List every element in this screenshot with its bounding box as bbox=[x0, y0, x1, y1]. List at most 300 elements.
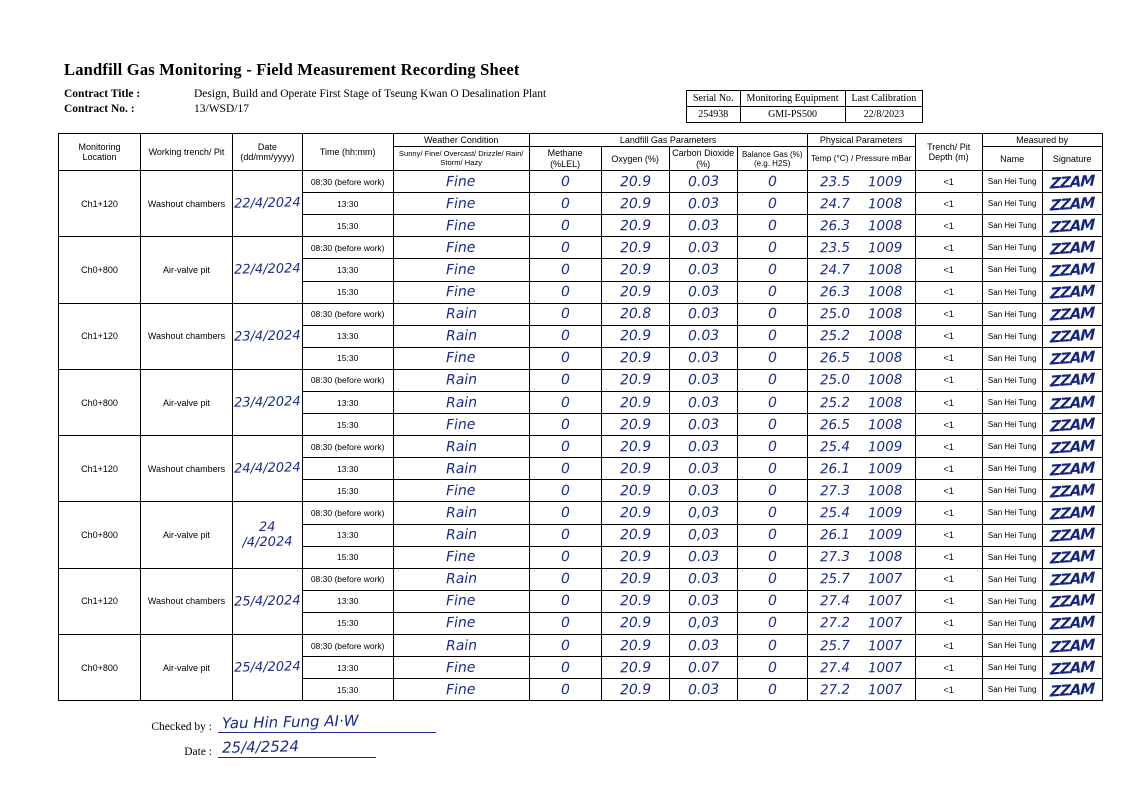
cell-trench-depth: <1 bbox=[915, 193, 982, 215]
cell-balance-gas: 0 bbox=[737, 391, 807, 413]
cell-temp: 26.3 bbox=[819, 217, 851, 235]
cell-trench-depth: <1 bbox=[915, 502, 982, 524]
equipment-monitoring-value: GMI-PS500 bbox=[740, 107, 845, 123]
cell-carbon-dioxide: 0.03 bbox=[669, 414, 737, 436]
cell-date: 25/4/2024 bbox=[233, 568, 303, 634]
cell-trench-depth: <1 bbox=[915, 612, 982, 634]
cell-temp-pressure bbox=[807, 237, 915, 259]
cell-trench-depth: <1 bbox=[915, 281, 982, 303]
cell-temp: 23.5 bbox=[819, 173, 851, 190]
cell-oxygen: 20.8 bbox=[601, 303, 669, 325]
cell-trench-depth: <1 bbox=[915, 458, 982, 480]
cell-name: San Hei Tung bbox=[982, 193, 1042, 215]
cell-time: 08:30 (before work) bbox=[302, 568, 393, 590]
cell-weather: Fine bbox=[393, 281, 529, 303]
cell-oxygen: 20.9 bbox=[601, 546, 669, 568]
cell-balance-gas: 0 bbox=[737, 414, 807, 436]
th-signature: Signature bbox=[1042, 147, 1102, 171]
cell-carbon-dioxide: 0.03 bbox=[669, 458, 737, 480]
equipment-calibration-value: 22/8/2023 bbox=[845, 107, 923, 123]
cell-pressure: 1009 bbox=[867, 526, 903, 544]
th-measured-by: Measured by bbox=[982, 134, 1102, 147]
cell-time: 15:30 bbox=[302, 347, 393, 369]
cell-name: San Hei Tung bbox=[982, 657, 1042, 679]
th-methane: Methane (%LEL) bbox=[529, 147, 601, 171]
cell-carbon-dioxide: 0.03 bbox=[669, 347, 737, 369]
cell-methane: 0 bbox=[529, 635, 601, 657]
cell-time: 13:30 bbox=[302, 259, 393, 281]
cell-temp-pressure bbox=[807, 657, 915, 679]
cell-carbon-dioxide: 0.03 bbox=[669, 325, 737, 347]
cell-oxygen: 20.9 bbox=[601, 391, 669, 413]
cell-weather: Fine bbox=[393, 612, 529, 634]
cell-pressure: 1009 bbox=[867, 438, 903, 456]
table-row bbox=[59, 436, 1103, 458]
cell-carbon-dioxide: 0.03 bbox=[669, 679, 737, 701]
cell-oxygen: 20.9 bbox=[601, 635, 669, 657]
cell-oxygen: 20.9 bbox=[601, 259, 669, 281]
cell-trench-depth: <1 bbox=[915, 568, 982, 590]
cell-monitoring-location: Ch0+800 bbox=[59, 369, 141, 435]
cell-weather: Rain bbox=[393, 458, 529, 480]
equipment-table bbox=[686, 90, 923, 123]
cell-temp: 26.5 bbox=[819, 350, 851, 367]
cell-time: 13:30 bbox=[302, 391, 393, 413]
th-name: Name bbox=[982, 147, 1042, 171]
cell-oxygen: 20.9 bbox=[601, 612, 669, 634]
cell-methane: 0 bbox=[529, 303, 601, 325]
cell-balance-gas: 0 bbox=[737, 347, 807, 369]
cell-name: San Hei Tung bbox=[982, 568, 1042, 590]
cell-date: 24 /4/2024 bbox=[233, 502, 303, 568]
cell-time: 13:30 bbox=[302, 524, 393, 546]
cell-methane: 0 bbox=[529, 347, 601, 369]
cell-pressure: 1008 bbox=[867, 394, 903, 411]
cell-signature: ZZAM bbox=[1042, 303, 1102, 325]
cell-temp-pressure bbox=[807, 215, 915, 237]
cell-name: San Hei Tung bbox=[982, 259, 1042, 281]
cell-pressure: 1007 bbox=[867, 593, 903, 610]
cell-name: San Hei Tung bbox=[982, 635, 1042, 657]
cell-oxygen: 20.9 bbox=[601, 215, 669, 237]
cell-methane: 0 bbox=[529, 414, 601, 436]
cell-pressure: 1008 bbox=[867, 548, 903, 566]
cell-temp: 27.3 bbox=[819, 548, 851, 566]
table-row bbox=[59, 635, 1103, 657]
cell-signature: ZZAM bbox=[1042, 369, 1102, 391]
cell-carbon-dioxide: 0,03 bbox=[669, 502, 737, 524]
cell-balance-gas: 0 bbox=[737, 369, 807, 391]
cell-signature: ZZAM bbox=[1042, 193, 1102, 215]
cell-methane: 0 bbox=[529, 590, 601, 612]
cell-temp-pressure bbox=[807, 635, 915, 657]
cell-name: San Hei Tung bbox=[982, 325, 1042, 347]
contract-title-value: Design, Build and Operate First Stage of Tseung Kwan O Desalination Plant bbox=[194, 88, 547, 100]
cell-name: San Hei Tung bbox=[982, 303, 1042, 325]
cell-temp: 25.4 bbox=[819, 504, 851, 522]
cell-pressure: 1008 bbox=[867, 305, 903, 323]
cell-oxygen: 20.9 bbox=[601, 480, 669, 502]
th-weather-condition: Weather Condition bbox=[393, 134, 529, 147]
cell-oxygen: 20.9 bbox=[601, 524, 669, 546]
cell-oxygen: 20.9 bbox=[601, 568, 669, 590]
cell-temp: 25.0 bbox=[819, 372, 851, 389]
cell-name: San Hei Tung bbox=[982, 502, 1042, 524]
checked-by-row bbox=[140, 713, 436, 733]
cell-temp-pressure bbox=[807, 391, 915, 413]
cell-signature: ZZAM bbox=[1042, 171, 1102, 193]
footer-date-row bbox=[140, 738, 436, 758]
cell-working-trench: Air-valve pit bbox=[141, 237, 233, 303]
cell-pressure: 1009 bbox=[867, 504, 903, 522]
cell-pressure: 1009 bbox=[867, 173, 903, 190]
cell-trench-depth: <1 bbox=[915, 524, 982, 546]
cell-balance-gas: 0 bbox=[737, 546, 807, 568]
cell-pressure: 1008 bbox=[867, 416, 903, 433]
cell-trench-depth: <1 bbox=[915, 391, 982, 413]
cell-pressure: 1008 bbox=[867, 217, 903, 235]
equipment-header-row bbox=[687, 91, 923, 107]
cell-name: San Hei Tung bbox=[982, 369, 1042, 391]
cell-carbon-dioxide: 0,03 bbox=[669, 612, 737, 634]
cell-time: 08:30 (before work) bbox=[302, 369, 393, 391]
cell-carbon-dioxide: 0.03 bbox=[669, 369, 737, 391]
footer-date-label: Date : bbox=[184, 746, 212, 758]
cell-oxygen: 20.9 bbox=[601, 325, 669, 347]
cell-carbon-dioxide: 0.03 bbox=[669, 480, 737, 502]
th-carbon-dioxide: Carbon Dioxide (%) bbox=[669, 147, 737, 171]
contract-title-row bbox=[64, 88, 546, 100]
cell-signature: ZZAM bbox=[1042, 568, 1102, 590]
cell-carbon-dioxide: 0.03 bbox=[669, 215, 737, 237]
cell-date: 22/4/2024 bbox=[233, 171, 303, 237]
cell-time: 15:30 bbox=[302, 215, 393, 237]
table-header-row-1 bbox=[59, 134, 1103, 147]
cell-working-trench: Washout chambers bbox=[141, 171, 233, 237]
cell-balance-gas: 0 bbox=[737, 281, 807, 303]
cell-time: 15:30 bbox=[302, 281, 393, 303]
cell-trench-depth: <1 bbox=[915, 369, 982, 391]
cell-carbon-dioxide: 0.03 bbox=[669, 436, 737, 458]
cell-name: San Hei Tung bbox=[982, 480, 1042, 502]
cell-temp: 25.2 bbox=[819, 327, 851, 345]
cell-trench-depth: <1 bbox=[915, 480, 982, 502]
cell-pressure: 1007 bbox=[867, 681, 903, 699]
cell-temp: 25.2 bbox=[819, 394, 851, 411]
cell-balance-gas: 0 bbox=[737, 171, 807, 193]
cell-weather: Rain bbox=[393, 524, 529, 546]
cell-temp: 27.2 bbox=[819, 615, 851, 632]
cell-methane: 0 bbox=[529, 436, 601, 458]
cell-methane: 0 bbox=[529, 259, 601, 281]
cell-signature: ZZAM bbox=[1042, 259, 1102, 281]
cell-time: 08:30 (before work) bbox=[302, 171, 393, 193]
cell-name: San Hei Tung bbox=[982, 414, 1042, 436]
cell-signature: ZZAM bbox=[1042, 546, 1102, 568]
cell-temp: 26.3 bbox=[819, 283, 851, 301]
cell-oxygen: 20.9 bbox=[601, 281, 669, 303]
cell-weather: Fine bbox=[393, 657, 529, 679]
cell-temp-pressure bbox=[807, 679, 915, 701]
cell-time: 15:30 bbox=[302, 612, 393, 634]
cell-balance-gas: 0 bbox=[737, 325, 807, 347]
cell-pressure: 1007 bbox=[867, 615, 903, 632]
cell-monitoring-location: Ch0+800 bbox=[59, 237, 141, 303]
cell-name: San Hei Tung bbox=[982, 546, 1042, 568]
cell-methane: 0 bbox=[529, 325, 601, 347]
cell-temp-pressure bbox=[807, 303, 915, 325]
checked-by-value bbox=[218, 713, 436, 733]
cell-balance-gas: 0 bbox=[737, 524, 807, 546]
cell-oxygen: 20.9 bbox=[601, 657, 669, 679]
table-row bbox=[59, 237, 1103, 259]
cell-weather: Fine bbox=[393, 237, 529, 259]
cell-time: 15:30 bbox=[302, 480, 393, 502]
th-trench-depth: Trench/ Pit Depth (m) bbox=[915, 134, 982, 171]
cell-date: 22/4/2024 bbox=[233, 237, 303, 303]
equipment-header-monitoring: Monitoring Equipment bbox=[740, 91, 845, 107]
cell-oxygen: 20.9 bbox=[601, 347, 669, 369]
cell-working-trench: Air-valve pit bbox=[141, 369, 233, 435]
cell-carbon-dioxide: 0.03 bbox=[669, 237, 737, 259]
cell-signature: ZZAM bbox=[1042, 524, 1102, 546]
cell-date: 23/4/2024 bbox=[233, 369, 303, 435]
cell-temp: 25.7 bbox=[819, 637, 851, 654]
cell-balance-gas: 0 bbox=[737, 237, 807, 259]
cell-balance-gas: 0 bbox=[737, 215, 807, 237]
cell-name: San Hei Tung bbox=[982, 237, 1042, 259]
th-physical-parameters: Physical Parameters bbox=[807, 134, 915, 147]
th-monitoring-location: Monitoring Location bbox=[59, 134, 141, 171]
cell-balance-gas: 0 bbox=[737, 568, 807, 590]
footer-block bbox=[140, 713, 436, 763]
cell-time: 08:30 (before work) bbox=[302, 502, 393, 524]
cell-balance-gas: 0 bbox=[737, 657, 807, 679]
cell-signature: ZZAM bbox=[1042, 590, 1102, 612]
cell-signature: ZZAM bbox=[1042, 458, 1102, 480]
cell-working-trench: Washout chambers bbox=[141, 303, 233, 369]
checked-by-handwriting: Yau Hin Fung AI·W bbox=[221, 711, 359, 733]
contract-no-value: 13/WSD/17 bbox=[194, 103, 249, 115]
cell-trench-depth: <1 bbox=[915, 657, 982, 679]
cell-weather: Rain bbox=[393, 436, 529, 458]
cell-signature: ZZAM bbox=[1042, 502, 1102, 524]
cell-weather: Fine bbox=[393, 679, 529, 701]
cell-time: 13:30 bbox=[302, 590, 393, 612]
page-title: Landfill Gas Monitoring - Field Measurement Recording Sheet bbox=[64, 60, 520, 79]
cell-temp-pressure bbox=[807, 171, 915, 193]
cell-monitoring-location: Ch0+800 bbox=[59, 635, 141, 701]
cell-name: San Hei Tung bbox=[982, 458, 1042, 480]
cell-temp-pressure bbox=[807, 502, 915, 524]
cell-balance-gas: 0 bbox=[737, 480, 807, 502]
cell-oxygen: 20.9 bbox=[601, 590, 669, 612]
cell-date: 24/4/2024 bbox=[233, 436, 303, 502]
cell-methane: 0 bbox=[529, 502, 601, 524]
cell-balance-gas: 0 bbox=[737, 635, 807, 657]
cell-weather: Rain bbox=[393, 369, 529, 391]
cell-working-trench: Washout chambers bbox=[141, 568, 233, 634]
cell-date: 23/4/2024 bbox=[233, 303, 303, 369]
cell-working-trench: Washout chambers bbox=[141, 436, 233, 502]
cell-trench-depth: <1 bbox=[915, 590, 982, 612]
cell-methane: 0 bbox=[529, 193, 601, 215]
contract-no-row bbox=[64, 103, 546, 115]
cell-oxygen: 20.9 bbox=[601, 171, 669, 193]
cell-signature: ZZAM bbox=[1042, 325, 1102, 347]
cell-methane: 0 bbox=[529, 657, 601, 679]
cell-weather: Rain bbox=[393, 502, 529, 524]
cell-weather: Fine bbox=[393, 259, 529, 281]
cell-balance-gas: 0 bbox=[737, 590, 807, 612]
th-oxygen: Oxygen (%) bbox=[601, 147, 669, 171]
cell-signature: ZZAM bbox=[1042, 612, 1102, 634]
cell-signature: ZZAM bbox=[1042, 480, 1102, 502]
equipment-header-calibration: Last Calibration bbox=[845, 91, 923, 107]
cell-time: 08:30 (before work) bbox=[302, 303, 393, 325]
th-date: Date (dd/mm/yyyy) bbox=[233, 134, 303, 171]
equipment-header-serial: Serial No. bbox=[687, 91, 741, 107]
cell-temp-pressure bbox=[807, 590, 915, 612]
cell-methane: 0 bbox=[529, 237, 601, 259]
cell-name: San Hei Tung bbox=[982, 436, 1042, 458]
cell-pressure: 1007 bbox=[867, 659, 903, 676]
cell-methane: 0 bbox=[529, 171, 601, 193]
cell-time: 13:30 bbox=[302, 193, 393, 215]
cell-balance-gas: 0 bbox=[737, 679, 807, 701]
cell-signature: ZZAM bbox=[1042, 391, 1102, 413]
cell-time: 08:30 (before work) bbox=[302, 237, 393, 259]
cell-weather: Rain bbox=[393, 635, 529, 657]
cell-name: San Hei Tung bbox=[982, 347, 1042, 369]
cell-methane: 0 bbox=[529, 281, 601, 303]
cell-time: 08:30 (before work) bbox=[302, 635, 393, 657]
cell-oxygen: 20.9 bbox=[601, 502, 669, 524]
footer-date-value bbox=[218, 738, 376, 758]
cell-temp-pressure bbox=[807, 480, 915, 502]
cell-oxygen: 20.9 bbox=[601, 369, 669, 391]
cell-methane: 0 bbox=[529, 458, 601, 480]
cell-monitoring-location: Ch1+120 bbox=[59, 436, 141, 502]
cell-carbon-dioxide: 0.03 bbox=[669, 391, 737, 413]
cell-weather: Rain bbox=[393, 303, 529, 325]
cell-working-trench: Air-valve pit bbox=[141, 502, 233, 568]
cell-time: 08:30 (before work) bbox=[302, 436, 393, 458]
cell-temp: 26.5 bbox=[819, 416, 851, 433]
cell-name: San Hei Tung bbox=[982, 215, 1042, 237]
cell-time: 15:30 bbox=[302, 679, 393, 701]
cell-methane: 0 bbox=[529, 524, 601, 546]
contract-no-label: Contract No. : bbox=[64, 103, 135, 115]
cell-signature: ZZAM bbox=[1042, 414, 1102, 436]
cell-oxygen: 20.9 bbox=[601, 436, 669, 458]
cell-balance-gas: 0 bbox=[737, 303, 807, 325]
cell-oxygen: 20.9 bbox=[601, 237, 669, 259]
cell-methane: 0 bbox=[529, 480, 601, 502]
cell-monitoring-location: Ch1+120 bbox=[59, 568, 141, 634]
cell-temp-pressure bbox=[807, 524, 915, 546]
cell-temp-pressure bbox=[807, 568, 915, 590]
measurement-table bbox=[58, 133, 1103, 701]
cell-weather: Fine bbox=[393, 347, 529, 369]
cell-trench-depth: <1 bbox=[915, 237, 982, 259]
cell-signature: ZZAM bbox=[1042, 679, 1102, 701]
checked-by-label: Checked by : bbox=[151, 721, 212, 733]
cell-oxygen: 20.9 bbox=[601, 193, 669, 215]
cell-pressure: 1007 bbox=[867, 570, 903, 588]
cell-carbon-dioxide: 0.03 bbox=[669, 635, 737, 657]
th-landfill-gas-parameters: Landfill Gas Parameters bbox=[529, 134, 807, 147]
cell-carbon-dioxide: 0.03 bbox=[669, 259, 737, 281]
cell-signature: ZZAM bbox=[1042, 215, 1102, 237]
cell-name: San Hei Tung bbox=[982, 590, 1042, 612]
footer-date-handwriting: 25/4/2524 bbox=[221, 737, 300, 757]
cell-monitoring-location: Ch1+120 bbox=[59, 303, 141, 369]
cell-signature: ZZAM bbox=[1042, 657, 1102, 679]
cell-carbon-dioxide: 0.03 bbox=[669, 171, 737, 193]
cell-methane: 0 bbox=[529, 546, 601, 568]
cell-oxygen: 20.9 bbox=[601, 679, 669, 701]
cell-signature: ZZAM bbox=[1042, 436, 1102, 458]
cell-time: 15:30 bbox=[302, 546, 393, 568]
th-temp-pressure: Temp (°C) / Pressure mBar bbox=[807, 147, 915, 171]
cell-signature: ZZAM bbox=[1042, 237, 1102, 259]
cell-trench-depth: <1 bbox=[915, 635, 982, 657]
cell-balance-gas: 0 bbox=[737, 458, 807, 480]
cell-trench-depth: <1 bbox=[915, 546, 982, 568]
cell-methane: 0 bbox=[529, 215, 601, 237]
cell-trench-depth: <1 bbox=[915, 679, 982, 701]
cell-temp-pressure bbox=[807, 347, 915, 369]
cell-balance-gas: 0 bbox=[737, 193, 807, 215]
cell-balance-gas: 0 bbox=[737, 436, 807, 458]
cell-weather: Fine bbox=[393, 171, 529, 193]
cell-trench-depth: <1 bbox=[915, 414, 982, 436]
cell-pressure: 1008 bbox=[867, 327, 903, 345]
cell-pressure: 1008 bbox=[867, 195, 903, 213]
equipment-value-row bbox=[687, 107, 923, 123]
cell-temp: 26.1 bbox=[819, 526, 851, 544]
cell-name: San Hei Tung bbox=[982, 391, 1042, 413]
measurement-table-body bbox=[59, 171, 1103, 701]
cell-temp: 27.2 bbox=[819, 681, 851, 699]
cell-temp-pressure bbox=[807, 259, 915, 281]
cell-temp: 26.1 bbox=[819, 460, 851, 478]
cell-carbon-dioxide: 0.03 bbox=[669, 281, 737, 303]
cell-signature: ZZAM bbox=[1042, 347, 1102, 369]
cell-temp: 23.5 bbox=[819, 239, 851, 257]
cell-trench-depth: <1 bbox=[915, 215, 982, 237]
cell-methane: 0 bbox=[529, 369, 601, 391]
cell-signature: ZZAM bbox=[1042, 635, 1102, 657]
cell-temp-pressure bbox=[807, 612, 915, 634]
cell-pressure: 1008 bbox=[867, 283, 903, 301]
th-weather-sub: Sunny/ Fine/ Overcast/ Drizzle/ Rain/ Storm/ Hazy bbox=[393, 147, 529, 171]
cell-methane: 0 bbox=[529, 391, 601, 413]
cell-balance-gas: 0 bbox=[737, 259, 807, 281]
cell-carbon-dioxide: 0.03 bbox=[669, 590, 737, 612]
cell-trench-depth: <1 bbox=[915, 171, 982, 193]
cell-temp: 27.4 bbox=[819, 659, 851, 676]
cell-weather: Fine bbox=[393, 590, 529, 612]
cell-balance-gas: 0 bbox=[737, 612, 807, 634]
cell-methane: 0 bbox=[529, 612, 601, 634]
cell-oxygen: 20.9 bbox=[601, 414, 669, 436]
cell-weather: Fine bbox=[393, 414, 529, 436]
cell-temp: 24.7 bbox=[819, 261, 851, 279]
table-row bbox=[59, 171, 1103, 193]
contract-title-label: Contract Title : bbox=[64, 88, 141, 100]
